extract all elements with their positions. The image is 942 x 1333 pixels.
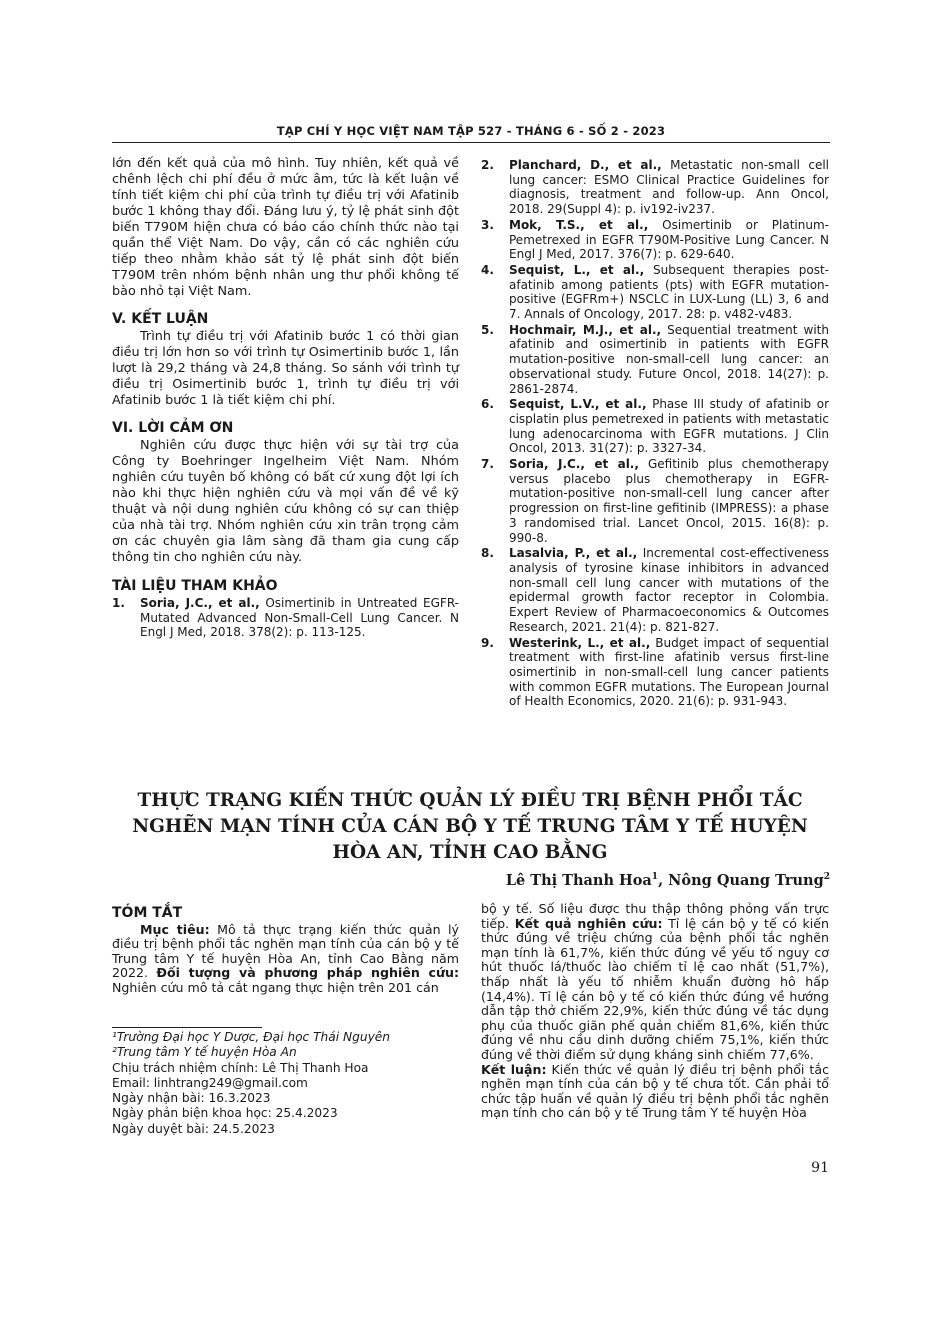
results-label: Kết quả nghiên cứu:: [514, 915, 663, 931]
conclusion-label: Kết luận:: [481, 1061, 547, 1077]
reference-number: 1.: [112, 596, 125, 610]
reference-author: Mok, T.S., et al.,: [509, 217, 649, 232]
reference-item: [481, 218, 829, 262]
footnotes: [112, 1030, 459, 1137]
affiliation-mark: 2: [823, 872, 830, 883]
accepted-date: Ngày duyệt bài: 24.5.2023: [112, 1121, 275, 1136]
section-6-heading: VI. LỜI CẢM ƠN: [112, 420, 234, 436]
results-text: Tỉ lệ cán bộ y tế có kiến thức đúng về triệu chứng của bệnh phổi tắc nghẽn mạn tính là 61,7%, kiến thức đúng về yếu tố nguy cơ hút thuốc lá/thuốc lào chiếm tỉ lệ cao nhất (51,7%), thấp nhất là yếu tố nhiễm khuẩn đường hô hấp (14,4%). Tỉ lệ cán bộ y tế có kiến thức đúng về hướng dẫn tập thở chiếm 22,9%, kiến thức đúng về tác dụng phụ của thuốc giãn phế quản chiếm 81,6%, kiến thức đúng về nhu cầu dinh dưỡng chiếm 75,1%, kiến thức đúng về thời điểm sử dụng kháng sinh chiếm 77,6%.: [481, 915, 829, 1062]
affiliation-2: ²Trung tâm Y tế huyện Hòa An: [112, 1045, 297, 1060]
reference-number: 7.: [481, 457, 494, 472]
abstract-heading: TÓM TẮT: [112, 905, 183, 921]
reference-number: 5.: [481, 322, 494, 337]
reference-item: [481, 397, 829, 456]
reference-text: Sequential treatment with afatinib and osimertinib in patients with EGFR mutation-positive non-small-cell lung cancer: an observational study. Future Oncol, 2018. 14(27): p. 2861-2874.: [509, 322, 829, 396]
section-5-text: Trình tự điều trị với Afatinib bước 1 có thời gian điều trị lớn hơn so với trình tự Osimertinib bước 1, lần lượt là 29,2 tháng và 24,8 tháng. So sánh với trình tự điều trị Osimertinib bước 1, trình tự điều trị với Afatinib bước 1 là tiết kiệm chi phí.: [112, 329, 459, 408]
reference-item: [481, 636, 829, 710]
intro-paragraph: lớn đến kết quả của mô hình. Tuy nhiên, kết quả về chênh lệch chi phí đều ở mức âm, tức là kết luận về tính tiết kiệm chi phí của trình tự điều trị với Afatinib bước 1 không thay đổi. Đáng lưu ý, tỷ lệ phát sinh đột biến T790M hiện chưa có báo cáo chính thức nào tại quần thể Việt Nam. Do vậy, cần có các nghiên cứu tiếp theo nhằm khảo sát tỷ lệ phát sinh đột biến T790M trên nhóm bệnh nhân ung thư phổi không tế bào nhỏ tại Việt Nam.: [112, 156, 459, 299]
article-title: THỰC TRẠNG KIẾN THỨC QUẢN LÝ ĐIỀU TRỊ BỆNH PHỔI TẮC NGHẼN MẠN TÍNH CỦA CÁN BỘ Y TẾ TRUNG TÂM Y TẾ HUYỆN HÒA AN, TỈNH CAO BẰNG: [132, 790, 808, 863]
journal-header: TẠP CHÍ Y HỌC VIỆT NAM TẬP 527 - THÁNG 6 - SỐ 2 - 2023: [276, 124, 666, 138]
footnote-rule: [112, 1027, 262, 1028]
reference-text: Gefitinib plus chemotherapy versus placebo plus chemotherapy in EGFR-mutation-positive non-small-cell lung cancer after progression on first-line gefitinib (IMPRESS): a phase 3 randomised trial. Lancet Oncol, 2015. 16(8): p. 990-8.: [509, 457, 829, 545]
received-date: Ngày nhận bài: 16.3.2023: [112, 1091, 271, 1106]
reference-number: 3.: [481, 217, 494, 232]
conclusion-text: Kiến thức về quản lý điều trị bệnh phổi tắc nghẽn mạn tính của cán bộ y tế chưa tốt. Cần phải tổ chức tập huấn về quản lý điều trị bệnh phổi tắc nghẽn mạn tính cho cán bộ y tế Trung tâm Y tế huyện Hòa: [481, 1061, 829, 1121]
abstract-paragraph: [481, 902, 829, 1063]
methods-label: Đối tượng và phương pháp nghiên cứu:: [156, 965, 459, 981]
affiliation-1: ¹Trường Đại học Y Dược, Đại học Thái Nguyên: [112, 1030, 391, 1044]
references-heading: TÀI LIỆU THAM KHẢO: [112, 578, 278, 594]
reference-number: 8.: [481, 546, 494, 561]
reference-author: Westerink, L., et al.,: [509, 635, 651, 650]
reference-text: Metastatic non-small cell lung cancer: ESMO Clinical Practice Guidelines for diagnosis, treatment and follow-up. Ann Oncol, 2018. 29(Suppl 4): p. iv192-iv237.: [509, 158, 829, 217]
reference-author: Soria, J.C., et al.,: [140, 596, 260, 610]
reference-author: Hochmair, M.J., et al.,: [509, 322, 662, 337]
reference-text: Osimertinib or Platinum-Pemetrexed in EGFR T790M-Positive Lung Cancer. N Engl J Med, 2017. 376(7): p. 629-640.: [509, 217, 829, 262]
author-name: Lê Thị Thanh Hoa: [505, 872, 652, 889]
references-list-right: [481, 158, 829, 710]
author-line: Lê Thị Thanh Hoa$^1$, Nông Quang Trung$^2$: [505, 872, 830, 889]
reference-author: Soria, J.C., et al.,: [509, 457, 639, 472]
reference-text: Budget impact of sequential treatment with first-line afatinib versus first-line osimertinib in non-small-cell lung cancer patients with common EGFR mutations. The European Journal of Health Economics, 2020. 21(6): p. 931-943.: [509, 635, 829, 709]
reference-text: Phase III study of afatinib or cisplatin plus pemetrexed in patients with metastatic lung adenocarcinoma with EGFR mutations. J Clin Oncol, 2013. 31(27): p. 3327-34.: [509, 397, 829, 456]
reference-number: 2.: [481, 158, 494, 172]
header-rule: [112, 142, 830, 143]
reference-text: Incremental cost-effectiveness analysis of tyrosine kinase inhibitors in advanced non-small cell lung cancer with mutations of the epidermal growth factor receptor in Colombia. Expert Review of Pharmacoeconomics & Outcomes Research, 2021. 21(4): p. 821-827.: [509, 546, 829, 634]
references-list-left: [112, 596, 459, 640]
reference-item: [481, 263, 829, 322]
reference-item: [112, 596, 459, 640]
reference-author: Planchard, D., et al.,: [509, 158, 662, 172]
author-name: Nông Quang Trung: [668, 872, 824, 889]
page-number: 91: [811, 1160, 829, 1176]
reference-item: [481, 323, 829, 397]
corresponding-author: Chịu trách nhiệm chính: Lê Thị Thanh Hoa: [112, 1060, 369, 1075]
methods-text: Nghiên cứu mô tả cắt ngang thực hiện trên 201 cán: [112, 979, 439, 995]
reference-number: 6.: [481, 397, 494, 412]
left-column: [112, 156, 459, 641]
objective-text: Mô tả thực trạng kiến thức quản lý điều trị bệnh phổi tắc nghẽn mạn tính của cán bộ y tế Trung tâm Y tế huyện Hòa An, tỉnh Cao Bằng năm 2022.: [112, 921, 459, 981]
objective-label: Mục tiêu:: [140, 921, 210, 937]
reference-text: Osimertinib in Untreated EGFR-Mutated Advanced Non-Small-Cell Lung Cancer. N Engl J Med, 2018. 378(2): p. 113-125.: [140, 596, 459, 640]
reference-number: 9.: [481, 635, 494, 650]
section-6-text: Nghiên cứu được thực hiện với sự tài trợ của Công ty Boehringer Ingelheim Việt Nam. Nhóm nghiên cứu tuyên bố không có bất cứ xung đột lợi ích nào khi thực hiện nghiên cứu và mọi vấn đề về kỹ thuật và nội dung nghiên cứu không có sự can thiệp của nhà tài trợ. Nhóm nghiên cứu xin trân trọng cảm ơn các chuyên gia lâm sàng đã tham gia cung cấp thông tin cho nghiên cứu này.: [112, 438, 459, 565]
email: Email: linhtrang249@gmail.com: [112, 1075, 308, 1090]
affiliation-mark: 1: [651, 872, 659, 883]
reference-author: Sequist, L., et al.,: [509, 262, 645, 277]
reference-item: [481, 457, 829, 545]
abstract-paragraph: [112, 923, 459, 996]
reference-author: Sequist, L.V., et al.,: [509, 397, 647, 412]
abstract-left: [112, 906, 459, 996]
abstract-paragraph: [481, 1063, 829, 1121]
reference-author: Lasalvia, P., et al.,: [509, 546, 638, 561]
section-5-heading: V. KẾT LUẬN: [112, 311, 209, 327]
reference-number: 4.: [481, 262, 494, 277]
reviewed-date: Ngày phản biện khoa học: 25.4.2023: [112, 1106, 338, 1121]
methods-continued: bộ y tế. Số liệu được thu thập thông phỏng vấn trực tiếp.: [481, 901, 829, 931]
abstract-right: [481, 902, 829, 1121]
reference-item: [481, 546, 829, 634]
reference-item: [481, 158, 829, 217]
reference-text: Subsequent therapies post-afatinib among patients (pts) with EGFR mutation-positive (EGFRm+) NSCLC in LUX-Lung (LL) 3, 6 and 7. Annals of Oncology, 2017. 28: p. v482-v483.: [509, 262, 829, 322]
